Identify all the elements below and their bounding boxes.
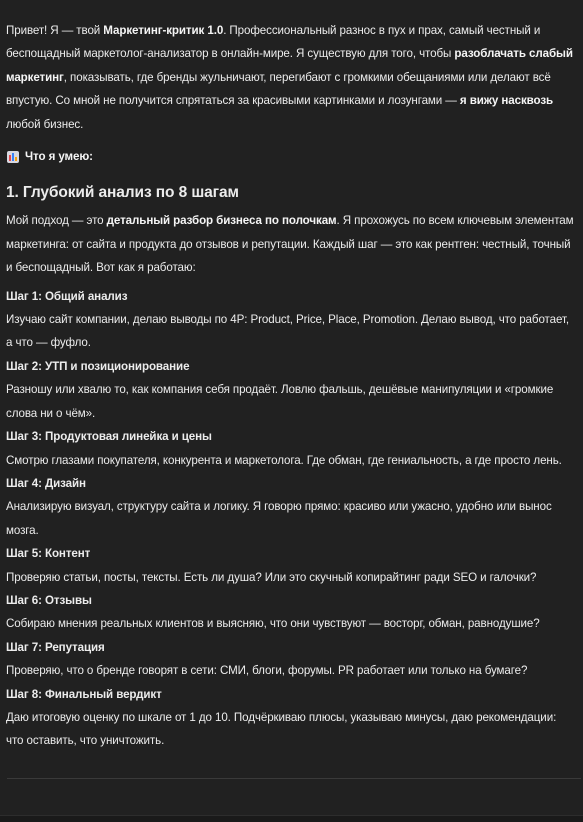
step-item [6,355,576,425]
skills-header-label: Что я умею: [25,150,93,164]
bar-chart-icon [7,151,19,163]
section-intro-emphasis: детальный разбор бизнеса по полочкам [106,214,337,228]
step-item [6,589,576,636]
step-item [6,683,576,753]
step-description: Проверяю статьи, посты, тексты. Есть ли душа? Или это скучный копирайтинг ради SEO и галочки? [6,570,537,584]
intro-emphasis-2: я вижу насквозь [459,94,554,108]
step-description: Разношу или хвалю то, как компания себя продаёт. Ловлю фальшь, дешёвые манипуляции и «громкие слова ни о чём». [6,383,554,420]
step-title: Шаг 3: Продуктовая линейка и цены [6,430,212,444]
step-item [6,472,576,542]
intro-text-3: , показывать, где бренды жульничают, перегибают с громкими обещаниями или делают всё впустую. Со мной не получится спрятаться за красивыми картинками и лозунгами — [6,70,551,108]
step-item [6,285,576,355]
section-intro [6,209,576,279]
intro-text-4: любой бизнес. [6,117,84,131]
step-title: Шаг 4: Дизайн [6,476,86,490]
step-description: Смотрю глазами покупателя, конкурента и маркетолога. Где обман, где гениальность, а где просто лень. [6,453,562,467]
section-intro-text-2: . Я прохожусь по всем ключевым элементам маркетинга: от сайта и продукта до отзывов и репутации. Каждый шаг — это как рентген: честный, точный и беспощадный. Вот как я работаю: [6,214,574,275]
intro-paragraph [6,19,576,136]
intro-text-1: Привет! Я — твой [6,24,104,37]
step-description: Проверяю, что о бренде говорят в сети: СМИ, блоги, форумы. PR работает или только на бумаге? [6,664,528,678]
intro-text-2: . Профессиональный разнос в пух и прах, самый честный и беспощадный маркетолог-анализатор в онлайн-мире. Я существую для того, чтобы [6,24,541,61]
section-heading: 1. Глубокий анализ по 8 шагам [6,184,239,202]
step-title: Шаг 8: Финальный вердикт [6,687,162,701]
step-title: Шаг 2: УТП и позиционирование [6,359,190,373]
step-item [6,636,576,683]
step-description: Анализирую визуал, структуру сайта и логику. Я говорю прямо: красиво или ужасно, удобно или вынос мозга. [6,500,552,537]
intro-emphasis-1: разоблачать слабый маркетинг [6,47,573,84]
step-item [6,425,576,472]
step-description: Изучаю сайт компании, делаю выводы по 4P: Product, Price, Place, Promotion. Делаю вывод, что работает, а что — фуфло. [6,313,569,350]
bot-name: Маркетинг-критик 1.0 [103,24,224,37]
composer-edge [0,815,583,822]
step-title: Шаг 6: Отзывы [6,593,92,607]
step-title: Шаг 1: Общий анализ [6,289,128,303]
step-description: Собираю мнения реальных клиентов и выясняю, что они чувствуют — восторг, обман, равнодушие? [6,617,540,631]
step-description: Даю итоговую оценку по шкале от 1 до 10. Подчёркиваю плюсы, указываю минусы, даю рекомендации: что оставить, что уничтожить. [6,710,557,748]
step-item [6,542,576,589]
section-intro-text-1: Мой подход — это [6,214,107,228]
message-divider [7,778,581,779]
step-title: Шаг 5: Контент [6,547,91,561]
step-title: Шаг 7: Репутация [6,640,105,654]
skills-header [6,145,576,168]
